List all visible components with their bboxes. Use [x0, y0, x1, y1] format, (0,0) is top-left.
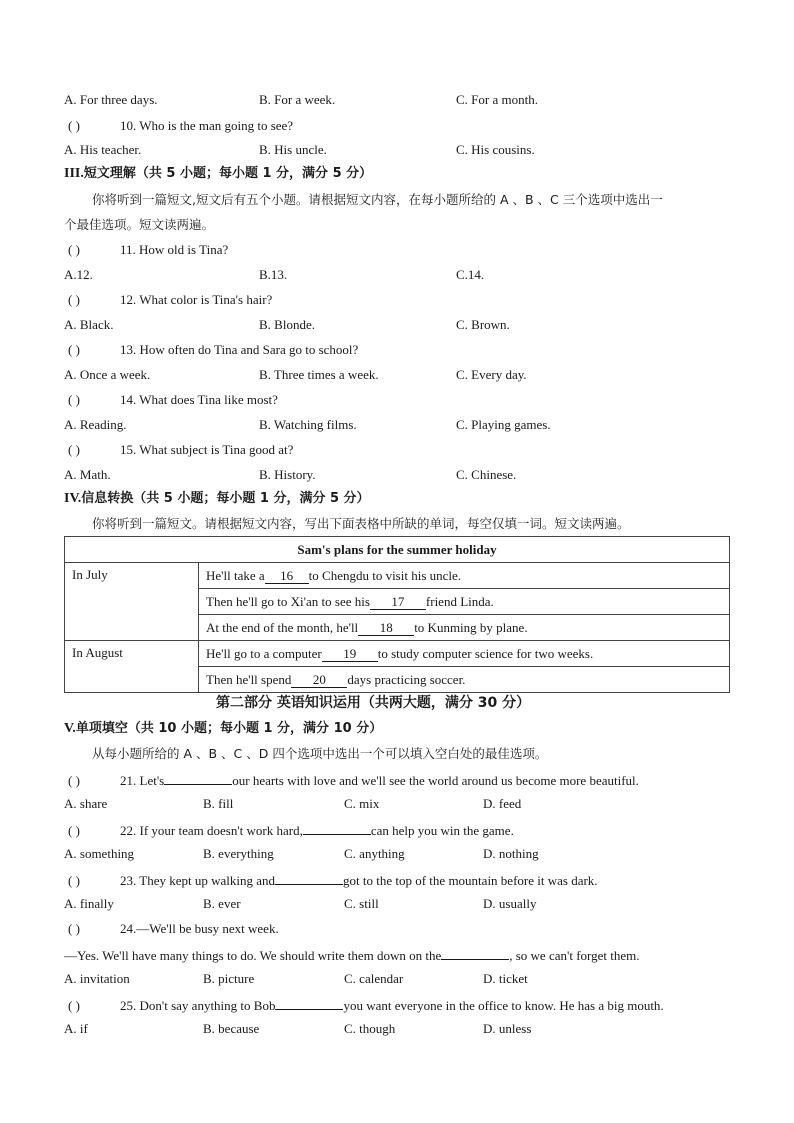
- question-number: 11.: [120, 242, 136, 257]
- answer-paren[interactable]: ( ): [68, 242, 80, 257]
- option-c[interactable]: C. Every day.: [456, 367, 527, 382]
- option-b[interactable]: B. Watching films.: [259, 417, 357, 432]
- answer-paren[interactable]: ( ): [68, 823, 80, 838]
- info-table: [64, 536, 730, 693]
- option-a[interactable]: A. Reading.: [64, 417, 127, 432]
- section-roman: V.: [64, 721, 76, 736]
- option-b[interactable]: B. everything: [203, 846, 274, 861]
- month-cell-august: In August: [65, 641, 199, 693]
- option-c[interactable]: C. Playing games.: [456, 417, 551, 432]
- option-c[interactable]: C. calendar: [344, 971, 404, 986]
- option-c[interactable]: C. For a month.: [456, 92, 538, 107]
- section-4-title: [64, 490, 370, 508]
- question-number: 12.: [120, 292, 137, 307]
- question-text: Let's: [139, 773, 165, 788]
- question-text: If your team doesn't work hard,: [139, 823, 303, 838]
- option-b[interactable]: B. Blonde.: [259, 317, 315, 332]
- row-text: He'll go to a computer: [206, 645, 322, 661]
- option-c[interactable]: C. His cousins.: [456, 142, 535, 157]
- answer-blank[interactable]: [275, 996, 343, 1010]
- option-b[interactable]: B. For a week.: [259, 92, 336, 107]
- option-c[interactable]: C. Brown.: [456, 317, 510, 332]
- question-21: [68, 771, 639, 789]
- question-number: 21.: [120, 773, 137, 788]
- question-text: How often do Tina and Sara go to school?: [139, 342, 359, 357]
- option-a[interactable]: A. if: [64, 1021, 88, 1036]
- question-13: [68, 342, 358, 358]
- option-b[interactable]: B. His uncle.: [259, 142, 327, 157]
- answer-blank-17[interactable]: 17: [370, 595, 426, 610]
- row-text: to Chengdu to visit his uncle.: [308, 567, 462, 583]
- option-a[interactable]: A. Once a week.: [64, 367, 151, 382]
- section-3-instruction-line-2: 个最佳选项。短文读两遍。: [64, 217, 215, 232]
- question-text: Who is the man going to see?: [139, 118, 294, 133]
- question-text: got to the top of the mountain before it was dark.: [343, 873, 598, 888]
- answer-paren[interactable]: ( ): [68, 342, 80, 357]
- table-row: [199, 589, 730, 615]
- section-roman: III.: [64, 166, 84, 181]
- question-text: you want everyone in the office to know. He has a big mouth.: [343, 998, 664, 1013]
- section-heading: 单项填空（共 10 小题；每小题 1 分，满分 10 分）: [75, 721, 383, 736]
- question-text: How old is Tina?: [139, 242, 229, 257]
- option-d[interactable]: D. unless: [483, 1021, 532, 1036]
- option-c[interactable]: C. anything: [344, 846, 405, 861]
- question-11: [68, 242, 228, 258]
- section-roman: IV.: [64, 491, 82, 506]
- question-number: 14.: [120, 392, 137, 407]
- option-b[interactable]: B. picture: [203, 971, 255, 986]
- option-b[interactable]: B. ever: [203, 896, 241, 911]
- question-24-line-2: [64, 946, 640, 964]
- option-a[interactable]: A. share: [64, 796, 108, 811]
- option-c[interactable]: C.14.: [456, 267, 485, 282]
- answer-paren[interactable]: ( ): [68, 118, 80, 133]
- option-c[interactable]: C. mix: [344, 796, 380, 811]
- answer-blank[interactable]: [441, 946, 509, 960]
- option-d[interactable]: D. feed: [483, 796, 522, 811]
- table-row: [199, 641, 730, 667]
- option-a[interactable]: A. invitation: [64, 971, 130, 986]
- section-5-instruction: 从每小题所给的 A 、B 、C 、D 四个选项中选出一个可以填入空白处的最佳选项。: [92, 746, 548, 761]
- question-text: can help you win the game.: [370, 823, 514, 838]
- section-5-title: [64, 720, 382, 738]
- row-text: He'll take a: [206, 567, 265, 583]
- row-text: Then he'll go to Xi'an to see his: [206, 593, 370, 609]
- answer-blank-19[interactable]: 19: [322, 647, 378, 662]
- question-number: 13.: [120, 342, 137, 357]
- section-3-instruction-line-1: 你将听到一篇短文,短文后有五个小题。请根据短文内容，在每小题所给的 A 、B 、C 三个选项中选出一: [92, 192, 663, 207]
- option-d[interactable]: D. ticket: [483, 971, 528, 986]
- table-row: [199, 667, 730, 693]
- question-text: What does Tina like most?: [139, 392, 278, 407]
- option-a[interactable]: A. His teacher.: [64, 142, 142, 157]
- question-text: —Yes. We'll have many things to do. We should write them down on the: [64, 948, 442, 963]
- answer-blank[interactable]: [303, 821, 371, 835]
- answer-paren[interactable]: ( ): [68, 392, 80, 407]
- question-number: 23.: [120, 873, 137, 888]
- option-c[interactable]: C. Chinese.: [456, 467, 517, 482]
- option-a[interactable]: A. Black.: [64, 317, 114, 332]
- question-number: 24.: [120, 921, 137, 936]
- answer-blank-20[interactable]: 20: [291, 673, 347, 688]
- option-a[interactable]: A. For three days.: [64, 92, 158, 107]
- question-23: [68, 871, 598, 889]
- section-3-title: [64, 165, 372, 183]
- question-number: 25.: [120, 998, 137, 1013]
- question-15: [68, 442, 293, 458]
- answer-paren[interactable]: ( ): [68, 442, 80, 457]
- option-b[interactable]: B.13.: [259, 267, 288, 282]
- row-text: Then he'll spend: [206, 671, 292, 687]
- option-b[interactable]: B. fill: [203, 796, 234, 811]
- answer-blank-16[interactable]: 16: [265, 569, 309, 584]
- question-25: [68, 996, 664, 1014]
- table-caption: Sam's plans for the summer holiday: [65, 537, 730, 563]
- row-text: to Kunming by plane.: [414, 619, 528, 635]
- question-24: [68, 921, 279, 937]
- question-text: What subject is Tina good at?: [139, 442, 294, 457]
- part-2-title: 第二部分 英语知识运用（共两大题，满分 30 分）: [216, 695, 531, 711]
- question-text: our hearts with love and we'll see the world around us become more beautiful.: [232, 773, 639, 788]
- answer-paren[interactable]: ( ): [68, 873, 80, 888]
- section-heading: 短文理解（共 5 小题；每小题 1 分，满分 5 分）: [83, 166, 373, 181]
- answer-blank[interactable]: [275, 871, 343, 885]
- table-row: [199, 615, 730, 641]
- option-c[interactable]: C. though: [344, 1021, 396, 1036]
- answer-paren[interactable]: ( ): [68, 998, 80, 1013]
- question-number: 10.: [120, 118, 137, 133]
- option-d[interactable]: D. nothing: [483, 846, 539, 861]
- question-12: [68, 292, 272, 308]
- question-text: What color is Tina's hair?: [139, 292, 273, 307]
- row-text: days practicing soccer.: [347, 671, 466, 687]
- section-4-instruction: 你将听到一篇短文。请根据短文内容，写出下面表格中所缺的单词，每空仅填一词。短文读两遍。: [92, 516, 630, 531]
- answer-paren[interactable]: ( ): [68, 773, 80, 788]
- row-text: At the end of the month, he'll: [206, 619, 359, 635]
- answer-paren[interactable]: ( ): [68, 292, 80, 307]
- option-a[interactable]: A. something: [64, 846, 135, 861]
- option-a[interactable]: A.12.: [64, 267, 93, 282]
- option-b[interactable]: B. History.: [259, 467, 316, 482]
- row-text: to study computer science for two weeks.: [377, 645, 594, 661]
- question-14: [68, 392, 278, 408]
- option-a[interactable]: A. finally: [64, 896, 114, 911]
- question-10: [68, 118, 293, 134]
- question-number: 22.: [120, 823, 137, 838]
- table-row: [199, 563, 730, 589]
- question-text: Don't say anything to Bob: [139, 998, 276, 1013]
- option-d[interactable]: D. usually: [483, 896, 537, 911]
- option-c[interactable]: C. still: [344, 896, 379, 911]
- answer-blank[interactable]: [164, 771, 232, 785]
- answer-blank-18[interactable]: 18: [358, 621, 414, 636]
- question-text: They kept up walking and: [139, 873, 276, 888]
- question-22: [68, 821, 514, 839]
- option-b[interactable]: B. because: [203, 1021, 260, 1036]
- section-heading: 信息转换（共 5 小题；每小题 1 分，满分 5 分）: [81, 491, 370, 506]
- month-cell-july: In July: [65, 563, 199, 641]
- question-number: 15.: [120, 442, 137, 457]
- question-text: —We'll be busy next week.: [136, 921, 279, 936]
- option-a[interactable]: A. Math.: [64, 467, 111, 482]
- answer-paren[interactable]: ( ): [68, 921, 80, 936]
- question-text: , so we can't forget them.: [509, 948, 640, 963]
- row-text: friend Linda.: [425, 593, 494, 609]
- option-b[interactable]: B. Three times a week.: [259, 367, 379, 382]
